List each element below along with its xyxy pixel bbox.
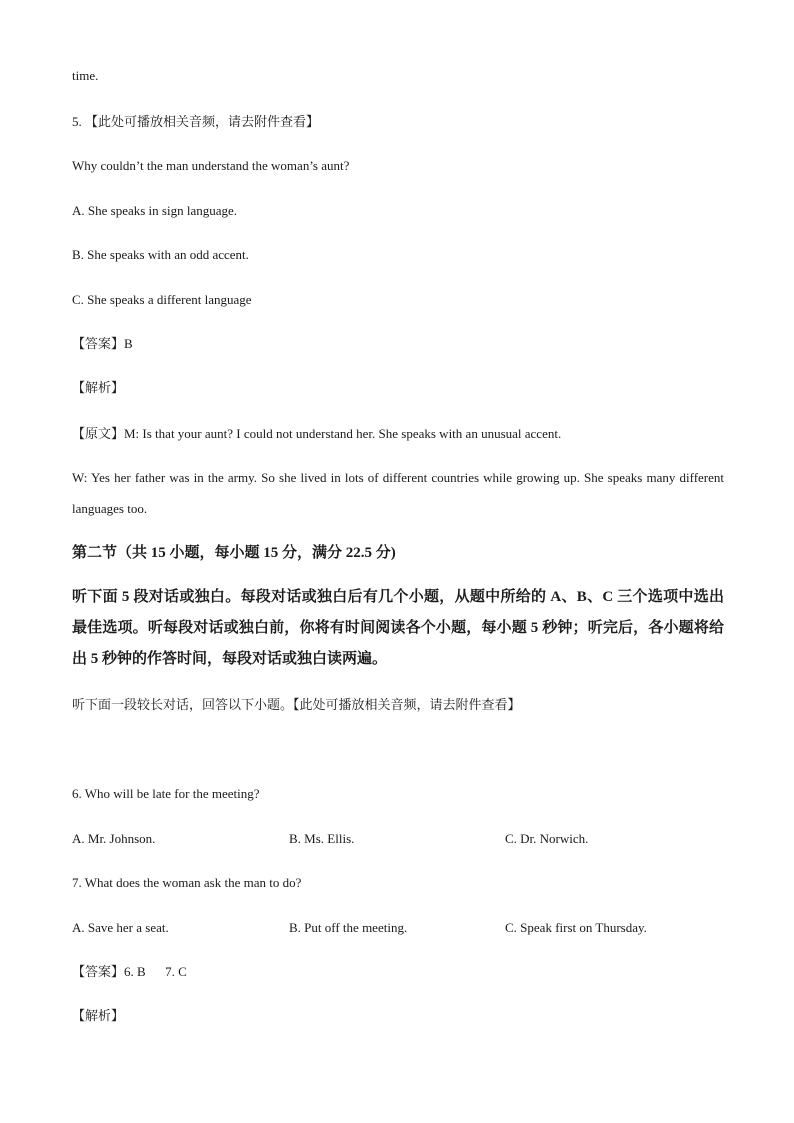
question-5-option-b: B. She speaks with an odd accent. bbox=[72, 247, 249, 262]
prev-text-continuation: time. bbox=[72, 68, 99, 83]
question-5-answer: 【答案】B bbox=[72, 336, 133, 351]
question-6-option-a: A. Mr. Johnson. bbox=[72, 831, 156, 846]
question-6-text: 6. Who will be late for the meeting? bbox=[72, 786, 260, 801]
question-6-7-analysis-label: 【解析】 bbox=[72, 1008, 125, 1023]
question-6-option-b: B. Ms. Ellis. bbox=[289, 831, 355, 846]
section-title: 第二节（共 15 小题，每小题 15 分，满分 22.5 分) bbox=[72, 545, 396, 561]
section-instructions: 听下面 5 段对话或独白。每段对话或独白后有几个小题，从题中所给的 A、B、C 三个选项中选出最佳选项。听每段对话或独白前，你将有时间阅读各个小题，每小题 5 秒钟；听完后，各小题将给出 5 秒钟的作答时间，每段对话或独白读两遍。 bbox=[72, 589, 724, 667]
question-5-option-a: A. She speaks in sign language. bbox=[72, 203, 238, 218]
question-6-7-answer: 【答案】6. B 7. C bbox=[72, 964, 187, 979]
question-7-option-b: B. Put off the meeting. bbox=[289, 920, 408, 935]
question-7-text: 7. What does the woman ask the man to do? bbox=[72, 875, 302, 890]
question-6-option-c: C. Dr. Norwich. bbox=[505, 831, 589, 846]
question-7-option-a: A. Save her a seat. bbox=[72, 920, 169, 935]
question-5-transcript-man: 【原文】M: Is that your aunt? I could not understand her. She speaks with an unusual accent. bbox=[72, 426, 562, 441]
question-5-text: Why couldn’t the man understand the woman’s aunt? bbox=[72, 158, 350, 173]
question-5-analysis-label: 【解析】 bbox=[72, 380, 125, 395]
question-5-option-c: C. She speaks a different language bbox=[72, 292, 252, 307]
question-7-option-c: C. Speak first on Thursday. bbox=[505, 920, 647, 935]
question-5-header: 5. 【此处可播放相关音频，请去附件查看】 bbox=[72, 114, 320, 129]
question-5-transcript-woman: W: Yes her father was in the army. So she lived in lots of different countries while growing up. She speaks many different languages too. bbox=[72, 470, 724, 516]
listening-intro: 听下面一段较长对话，回答以下小题。【此处可播放相关音频，请去附件查看】 bbox=[72, 697, 521, 712]
